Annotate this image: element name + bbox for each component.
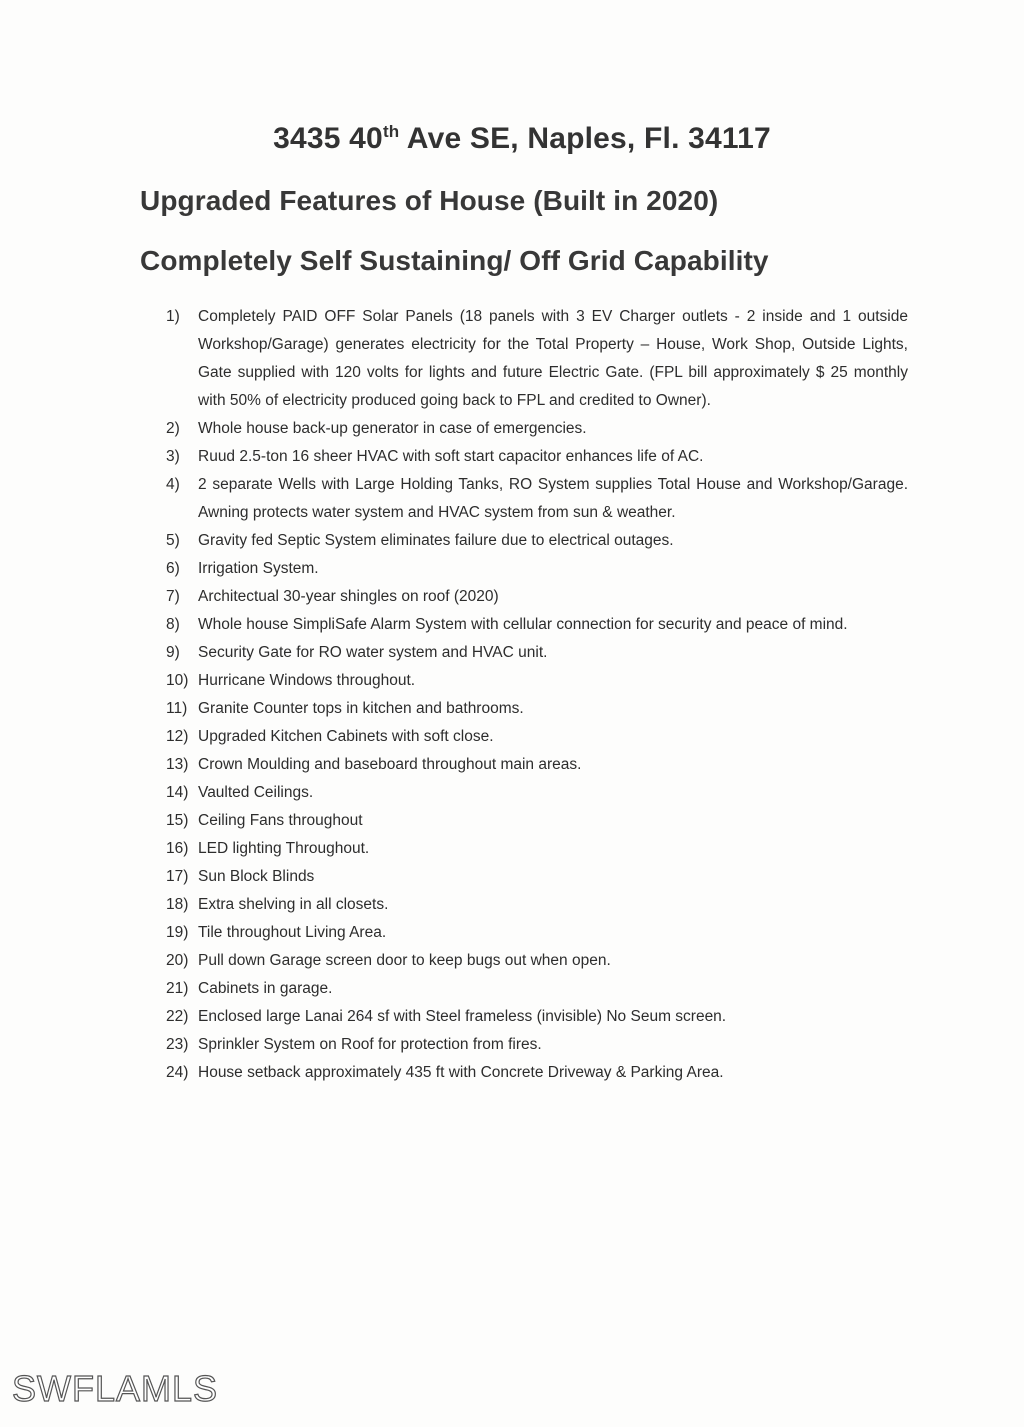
feature-number: 13) <box>166 756 189 773</box>
feature-number: 16) <box>166 840 189 857</box>
feature-item <box>166 947 908 975</box>
feature-item <box>166 555 908 583</box>
feature-text: Cabinets in garage. <box>198 980 333 997</box>
feature-item <box>166 723 908 751</box>
feature-number: 17) <box>166 868 189 885</box>
feature-number: 23) <box>166 1036 189 1053</box>
feature-item <box>166 751 908 779</box>
feature-text: Tile throughout Living Area. <box>198 924 387 941</box>
feature-text: Whole house back-up generator in case of emergencies. <box>198 420 587 437</box>
feature-item <box>166 471 908 527</box>
feature-number: 4) <box>166 476 180 493</box>
feature-item <box>166 975 908 1003</box>
feature-text: Hurricane Windows throughout. <box>198 672 416 689</box>
feature-text: Ceiling Fans throughout <box>198 812 363 829</box>
feature-number: 9) <box>166 644 180 661</box>
feature-text: Sun Block Blinds <box>198 868 315 885</box>
address-suffix: Ave SE, Naples, Fl. 34117 <box>399 122 771 155</box>
feature-text: LED lighting Throughout. <box>198 840 370 857</box>
feature-item <box>166 1003 908 1031</box>
feature-text: Extra shelving in all closets. <box>198 896 389 913</box>
feature-number: 24) <box>166 1064 189 1081</box>
feature-text: Sprinkler System on Roof for protection from fires. <box>198 1036 542 1053</box>
address-prefix: 3435 40 <box>273 122 383 155</box>
feature-text: Whole house SimpliSafe Alarm System with cellular connection for security and peace of mind. <box>198 616 848 633</box>
feature-item <box>166 667 908 695</box>
feature-item <box>166 611 908 639</box>
property-address <box>0 122 1024 156</box>
feature-text: Enclosed large Lanai 264 sf with Steel frameless (invisible) No Seum screen. <box>198 1008 727 1025</box>
feature-item <box>166 639 908 667</box>
feature-text: Irrigation System. <box>198 560 319 577</box>
feature-item <box>166 863 908 891</box>
feature-item <box>166 1059 908 1087</box>
feature-item <box>166 891 908 919</box>
feature-text: House setback approximately 435 ft with Concrete Driveway & Parking Area. <box>198 1064 724 1081</box>
feature-number: 22) <box>166 1008 189 1025</box>
feature-text: 2 separate Wells with Large Holding Tanks, RO System supplies Total House and Workshop/Garage. Awning protects water system and HVAC system from sun & weather. <box>198 476 908 521</box>
feature-number: 1) <box>166 308 180 325</box>
feature-number: 15) <box>166 812 189 829</box>
feature-item <box>166 695 908 723</box>
address-ordinal-suffix: th <box>382 122 400 141</box>
feature-text: Vaulted Ceilings. <box>198 784 314 801</box>
feature-item <box>166 835 908 863</box>
feature-item <box>166 1031 908 1059</box>
feature-item <box>166 583 908 611</box>
feature-number: 11) <box>166 700 188 717</box>
subtitle-off-grid: Completely Self Sustaining/ Off Grid Capability <box>140 245 769 276</box>
feature-number: 2) <box>166 420 180 437</box>
feature-text: Crown Moulding and baseboard throughout main areas. <box>198 756 582 773</box>
feature-text: Architectual 30-year shingles on roof (2020) <box>198 588 499 605</box>
feature-number: 20) <box>166 952 189 969</box>
feature-item <box>166 303 908 415</box>
feature-number: 6) <box>166 560 180 577</box>
feature-number: 10) <box>166 672 189 689</box>
feature-number: 3) <box>166 448 180 465</box>
feature-number: 18) <box>166 896 189 913</box>
subtitle-upgraded-features: Upgraded Features of House (Built in 2020) <box>140 185 719 216</box>
feature-text: Granite Counter tops in kitchen and bathrooms. <box>198 700 524 717</box>
feature-text: Pull down Garage screen door to keep bugs out when open. <box>198 952 611 969</box>
feature-text: Upgraded Kitchen Cabinets with soft close. <box>198 728 494 745</box>
feature-item <box>166 443 908 471</box>
feature-item <box>166 919 908 947</box>
feature-number: 7) <box>166 588 180 605</box>
feature-item <box>166 527 908 555</box>
feature-list <box>166 303 908 1087</box>
feature-number: 21) <box>166 980 189 997</box>
feature-text: Gravity fed Septic System eliminates failure due to electrical outages. <box>198 532 674 549</box>
feature-number: 14) <box>166 784 189 801</box>
feature-item <box>166 807 908 835</box>
feature-number: 12) <box>166 728 189 745</box>
feature-number: 5) <box>166 532 180 549</box>
feature-text: Completely PAID OFF Solar Panels (18 panels with 3 EV Charger outlets - 2 inside and 1 outside Workshop/Garage) generates electricity for the Total Property – House, Work Shop, Outside Lights, Gate supplied with 120 volts for lights and future Electric Gate. (FPL bill approximately $ 25 monthly with 50% of electricity produced going back to FPL and credited to Owner). <box>198 308 908 409</box>
feature-item <box>166 779 908 807</box>
feature-text: Ruud 2.5-ton 16 sheer HVAC with soft start capacitor enhances life of AC. <box>198 448 704 465</box>
mls-watermark: SWFLAMLS <box>12 1368 219 1409</box>
feature-number: 19) <box>166 924 189 941</box>
feature-text: Security Gate for RO water system and HVAC unit. <box>198 644 548 661</box>
feature-number: 8) <box>166 616 180 633</box>
feature-item <box>166 415 908 443</box>
